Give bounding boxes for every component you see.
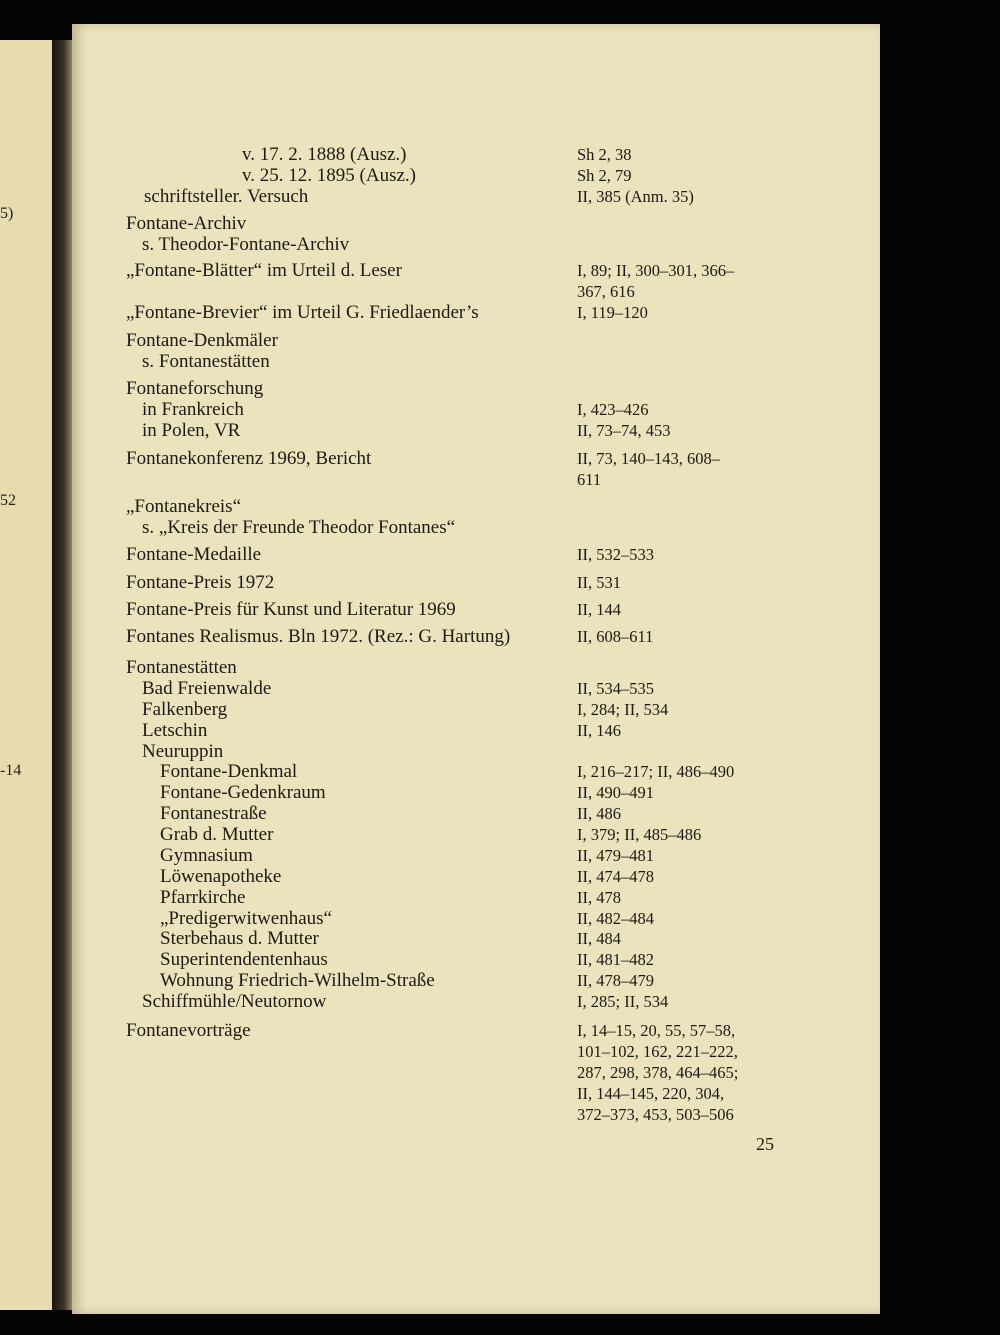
left-page-edge [0, 40, 54, 1310]
entry-term: Fontane-Denkmal [160, 761, 298, 782]
entry-term: Fontane-Denkmäler [126, 330, 278, 351]
entry-reference: II, 474–478 [577, 867, 654, 886]
entry-term: Fontane-Gedenkraum [160, 782, 326, 803]
book-gutter [52, 40, 72, 1310]
left-page-fragment: 52 [0, 492, 16, 509]
entry-term: Grab d. Mutter [160, 824, 274, 845]
entry-term: Fontanestraße [160, 803, 267, 824]
entry-term: „Predigerwitwenhaus“ [160, 908, 332, 929]
entry-reference: II, 490–491 [577, 783, 654, 802]
entry-term: Fontanekonferenz 1969, Bericht [126, 448, 372, 469]
entry-term: Fontanestätten [126, 657, 237, 678]
entry-term: Fontane-Preis 1972 [126, 572, 275, 593]
entry-reference: II, 534–535 [577, 679, 654, 698]
entry-term: Letschin [142, 720, 208, 741]
entry-reference: I, 379; II, 485–486 [577, 825, 702, 844]
entry-reference: I, 89; II, 300–301, 366– 367, 616 [577, 261, 735, 301]
entry-reference: II, 479–481 [577, 846, 654, 865]
entry-reference: I, 14–15, 20, 55, 57–58, 101–102, 162, 221–222, 287, 298, 378, 464–465; II, 144–145, 220, 304, 372–373, 453, 503–506 [577, 1021, 739, 1124]
entry-term: s. Theodor-Fontane-Archiv [142, 234, 350, 255]
entry-term: v. 25. 12. 1895 (Ausz.) [242, 165, 416, 186]
entry-reference: Sh 2, 38 [577, 145, 632, 164]
entry-reference: I, 284; II, 534 [577, 700, 669, 719]
left-page-fragment: -14 [0, 762, 22, 779]
entry-reference: II, 478–479 [577, 971, 654, 990]
entry-reference: Sh 2, 79 [577, 166, 632, 185]
entry-term: Fontanes Realismus. Bln 1972. (Rez.: G. Hartung) [126, 626, 511, 647]
entry-reference: II, 486 [577, 804, 621, 823]
entry-reference: II, 531 [577, 573, 621, 592]
entry-term: „Fontane-Blätter“ im Urteil d. Leser [126, 260, 402, 281]
entry-reference: II, 73, 140–143, 608– 611 [577, 449, 720, 489]
entry-term: in Polen, VR [142, 420, 241, 441]
entry-term: Fontane-Preis für Kunst und Literatur 1969 [126, 599, 456, 620]
entry-reference: I, 216–217; II, 486–490 [577, 762, 735, 781]
index-page [72, 24, 880, 1314]
entry-term: Löwenapotheke [160, 866, 282, 887]
entry-term: schriftsteller. Versuch [144, 186, 309, 207]
entry-reference: II, 608–611 [577, 627, 654, 646]
entry-term: Schiffmühle/Neutornow [142, 991, 327, 1012]
entry-reference: II, 482–484 [577, 909, 654, 928]
entry-reference: II, 146 [577, 721, 621, 740]
entry-reference: II, 532–533 [577, 545, 654, 564]
entry-term: Sterbehaus d. Mutter [160, 928, 319, 949]
entry-reference: II, 481–482 [577, 950, 654, 969]
entry-reference: II, 478 [577, 888, 621, 907]
entry-term: v. 17. 2. 1888 (Ausz.) [242, 144, 407, 165]
page-number: 25 [756, 1134, 774, 1154]
entry-term: s. „Kreis der Freunde Theodor Fontanes“ [142, 517, 456, 538]
entry-term: Superintendentenhaus [160, 949, 328, 970]
entry-term: Fontane-Archiv [126, 213, 247, 234]
entry-term: „Fontanekreis“ [126, 496, 242, 517]
entry-term: s. Fontanestätten [142, 351, 270, 372]
entry-term: Gymnasium [160, 845, 253, 866]
entry-term: Wohnung Friedrich-Wilhelm-Straße [160, 970, 435, 991]
entry-term: in Frankreich [142, 399, 244, 420]
entry-term: Fontaneforschung [126, 378, 264, 399]
entry-reference: II, 484 [577, 929, 621, 948]
entry-term: Pfarrkirche [160, 887, 246, 908]
entry-reference: II, 73–74, 453 [577, 421, 671, 440]
entry-reference: II, 144 [577, 600, 621, 619]
entry-reference: I, 423–426 [577, 400, 649, 419]
entry-reference: I, 119–120 [577, 303, 648, 322]
entry-term: Neuruppin [142, 741, 224, 762]
entry-term: Fontane-Medaille [126, 544, 262, 565]
entry-reference: I, 285; II, 534 [577, 992, 669, 1011]
entry-term: „Fontane-Brevier“ im Urteil G. Friedlaender’s [126, 302, 479, 323]
entry-term: Falkenberg [142, 699, 228, 720]
entry-reference: II, 385 (Anm. 35) [577, 187, 694, 206]
entry-term: Bad Freienwalde [142, 678, 272, 699]
left-page-fragment: 5) [0, 205, 14, 222]
entry-term: Fontanevorträge [126, 1020, 251, 1041]
